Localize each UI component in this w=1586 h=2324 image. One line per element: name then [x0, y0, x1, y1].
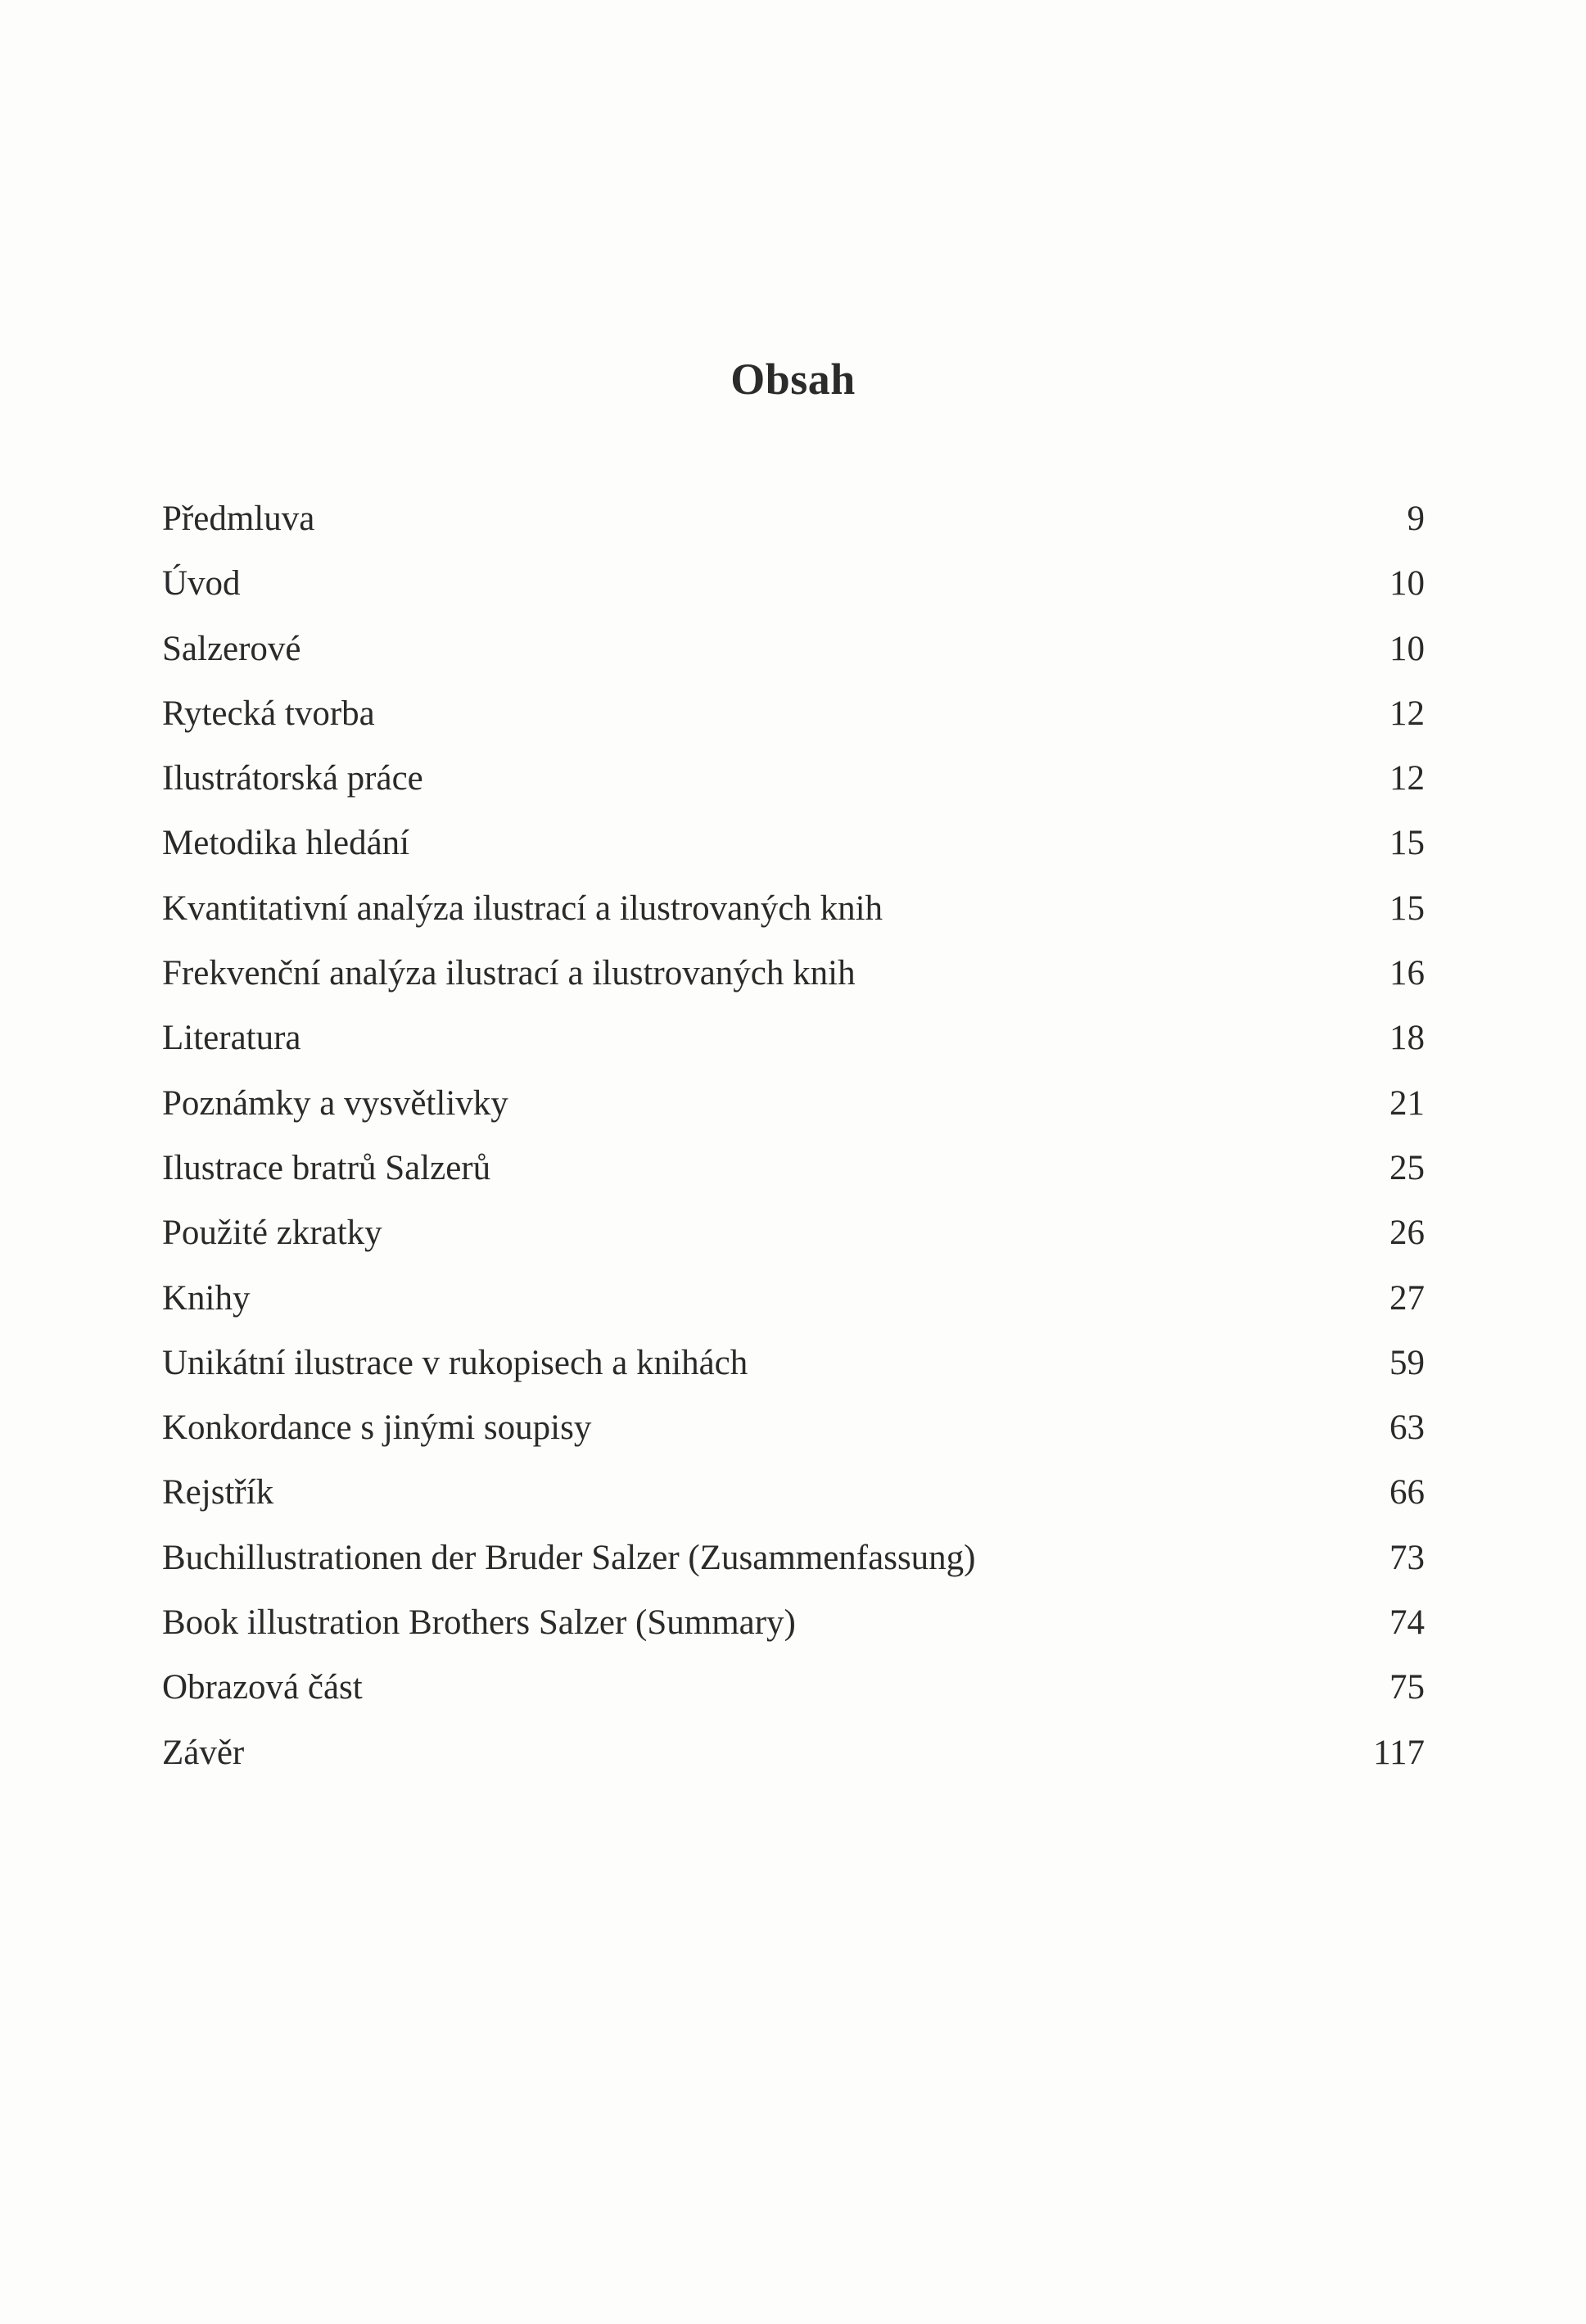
toc-entry-page-number: 117 [1373, 1733, 1425, 1772]
toc-entry-title: Literatura [162, 1019, 301, 1058]
toc-entry-title: Úvod [162, 564, 241, 604]
toc-entry-title: Book illustration Brothers Salzer (Summary) [162, 1603, 796, 1643]
toc-entry [162, 816, 1425, 880]
toc-entry [162, 1141, 1425, 1205]
toc-entry-page-number: 25 [1389, 1148, 1425, 1187]
toc-entry [162, 1271, 1425, 1336]
toc-entry-title: Rejstřík [162, 1473, 274, 1512]
toc-entry [162, 1530, 1425, 1595]
toc-entry-page-number: 18 [1389, 1019, 1425, 1058]
toc-entry-page-number: 21 [1389, 1083, 1425, 1123]
table-of-contents [162, 491, 1425, 1790]
toc-entry-title: Frekvenční analýza ilustrací a ilustrovaných knih [162, 954, 856, 993]
toc-entry-page-number: 66 [1389, 1473, 1425, 1512]
toc-entry-page-number: 63 [1389, 1408, 1425, 1448]
toc-entry [162, 1725, 1425, 1790]
toc-entry [162, 1465, 1425, 1530]
toc-entry [162, 686, 1425, 751]
toc-entry-title: Poznámky a vysvětlivky [162, 1083, 508, 1123]
toc-entry [162, 622, 1425, 686]
toc-entry-page-number: 75 [1389, 1668, 1425, 1707]
toc-entry [162, 1595, 1425, 1660]
toc-entry-title: Ilustrace bratrů Salzerů [162, 1148, 491, 1187]
toc-entry-title: Obrazová část [162, 1668, 363, 1707]
toc-entry-page-number: 10 [1389, 629, 1425, 668]
toc-entry-page-number: 15 [1389, 888, 1425, 928]
toc-entry [162, 491, 1425, 556]
toc-entry-title: Knihy [162, 1278, 251, 1318]
toc-entry-page-number: 15 [1389, 824, 1425, 863]
toc-entry-title: Unikátní ilustrace v rukopisech a knihách [162, 1343, 748, 1382]
toc-entry-page-number: 12 [1389, 694, 1425, 733]
toc-entry-page-number: 10 [1389, 564, 1425, 604]
toc-entry [162, 946, 1425, 1011]
toc-entry-title: Použité zkratky [162, 1214, 382, 1253]
toc-entry-title: Kvantitativní analýza ilustrací a ilustrovaných knih [162, 888, 883, 928]
page-title: Obsah [730, 355, 856, 404]
toc-entry [162, 881, 1425, 946]
toc-entry-page-number: 26 [1389, 1214, 1425, 1253]
toc-entry-page-number: 16 [1389, 954, 1425, 993]
toc-entry [162, 1336, 1425, 1400]
toc-entry-title: Konkordance s jinými soupisy [162, 1408, 592, 1448]
toc-entry-page-number: 9 [1407, 500, 1425, 538]
toc-entry-page-number: 59 [1389, 1343, 1425, 1382]
toc-entry [162, 556, 1425, 621]
toc-entry-page-number: 12 [1389, 759, 1425, 798]
toc-entry-title: Ilustrátorská práce [162, 759, 423, 798]
toc-entry [162, 1011, 1425, 1075]
toc-entry-title: Předmluva [162, 500, 315, 538]
toc-entry-page-number: 74 [1389, 1603, 1425, 1643]
toc-entry [162, 1076, 1425, 1141]
toc-entry-title: Rytecká tvorba [162, 694, 375, 733]
toc-entry [162, 751, 1425, 816]
toc-entry-page-number: 73 [1389, 1538, 1425, 1577]
toc-entry-title: Buchillustrationen der Bruder Salzer (Zusammenfassung) [162, 1538, 976, 1577]
toc-entry [162, 1400, 1425, 1465]
toc-entry-title: Metodika hledání [162, 824, 410, 863]
toc-entry-page-number: 27 [1389, 1278, 1425, 1318]
toc-entry [162, 1205, 1425, 1270]
toc-entry-title: Salzerové [162, 629, 301, 668]
toc-entry-title: Závěr [162, 1733, 245, 1772]
toc-entry [162, 1660, 1425, 1725]
